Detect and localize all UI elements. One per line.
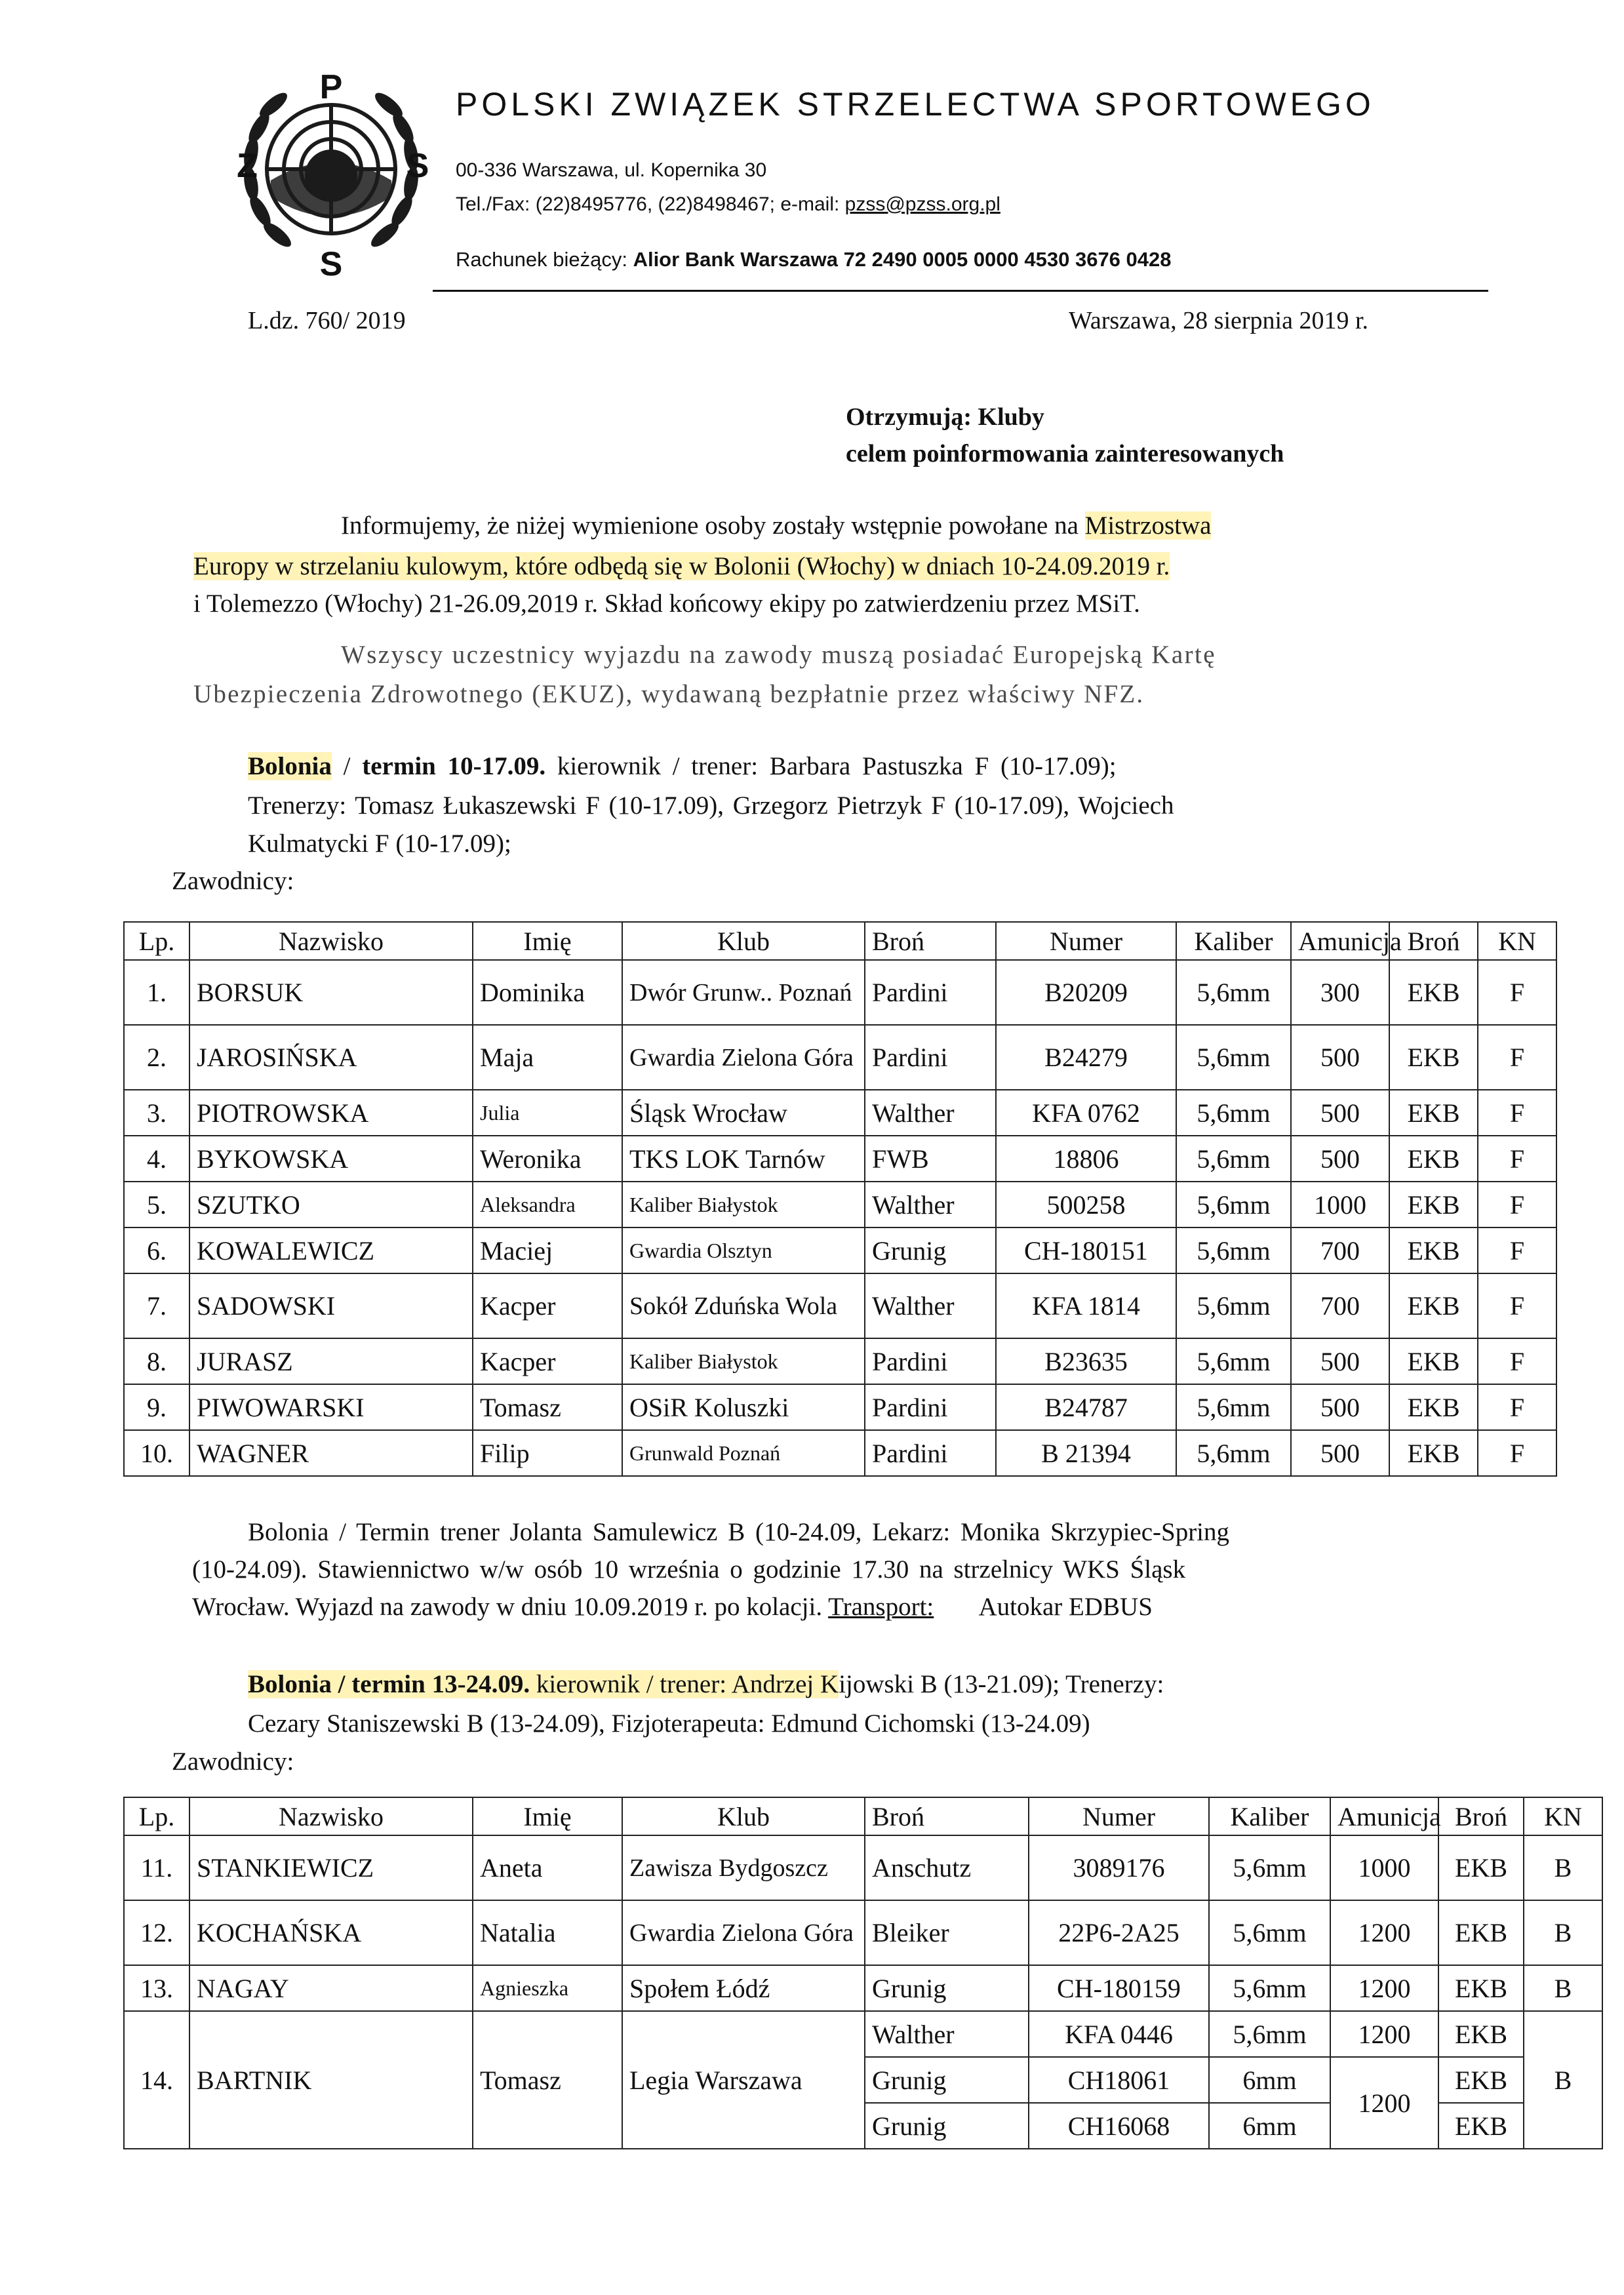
cell-weapon-class: EKB	[1438, 1965, 1524, 2011]
group1-athletes-label: Zawodnicy:	[172, 867, 294, 895]
cell-weapon: Bleiker	[865, 1900, 1029, 1965]
recipients-line-1: Otrzymują: Kluby	[846, 403, 1044, 431]
cell-surname: PIOTROWSKA	[189, 1090, 473, 1136]
group3-place-term: Bolonia / termin 13-24.09.	[248, 1670, 530, 1698]
cell-ammo: 700	[1291, 1273, 1389, 1338]
table-row	[124, 960, 1556, 1025]
cell-weapon: Walther	[865, 1273, 996, 1338]
cell-weapon-class: EKB	[1389, 1338, 1478, 1384]
col-weapon: Broń	[865, 1797, 1029, 1835]
cell-weapon-class: EKB	[1438, 2057, 1524, 2103]
reference-number: L.dz. 760/ 2019	[248, 307, 406, 334]
cell-lp: 4.	[124, 1136, 189, 1182]
cell-weapon-class: EKB	[1389, 1136, 1478, 1182]
intro-line-3: i Tolemezzo (Włochy) 21-26.09,2019 r. Skład końcowy ekipy po zatwierdzeniu przez MSiT.	[193, 589, 1140, 618]
cell-caliber: 5,6mm	[1176, 1182, 1291, 1227]
col-weapon-class: Broń	[1438, 1797, 1524, 1835]
cell-number: B 21394	[996, 1430, 1176, 1476]
cell-ammo: 700	[1291, 1227, 1389, 1273]
cell-weapon-class: EKB	[1389, 960, 1478, 1025]
cell-ammo: 1000	[1291, 1182, 1389, 1227]
header-divider	[433, 290, 1488, 292]
cell-lp: 5.	[124, 1182, 189, 1227]
cell-caliber: 5,6mm	[1209, 2011, 1330, 2057]
cell-name: Agnieszka	[473, 1965, 622, 2011]
cell-club: Grunwald Poznań	[622, 1430, 865, 1476]
logo-letter-top: P	[319, 68, 343, 106]
cell-name: Julia	[473, 1090, 622, 1136]
cell-lp: 3.	[124, 1090, 189, 1136]
cell-weapon: Grunig	[865, 1965, 1029, 2011]
col-club: Klub	[622, 922, 865, 960]
cell-surname: SADOWSKI	[189, 1273, 473, 1338]
cell-caliber: 5,6mm	[1176, 1090, 1291, 1136]
cell-kn: F	[1478, 960, 1556, 1025]
table-header-row	[124, 922, 1556, 960]
cell-surname: BYKOWSKA	[189, 1136, 473, 1182]
cell-surname: KOCHAŃSKA	[189, 1900, 473, 1965]
cell-weapon-class: EKB	[1389, 1430, 1478, 1476]
col-kn: KN	[1524, 1797, 1602, 1835]
col-weapon-class: Broń	[1389, 922, 1478, 960]
cell-name: Maciej	[473, 1227, 622, 1273]
cell-ammo: 500	[1291, 1384, 1389, 1430]
cell-club: Dwór Grunw.. Poznań	[622, 960, 865, 1025]
group1-coaches: Trenerzy: Tomasz Łukaszewski F (10-17.09), Grzegorz Pietrzyk F (10-17.09), Wojciech	[248, 791, 1174, 820]
bank-value: Alior Bank Warszawa 72 2490 0005 0000 4530 3676 0428	[633, 248, 1172, 271]
cell-weapon-class: EKB	[1389, 1384, 1478, 1430]
cell-surname: NAGAY	[189, 1965, 473, 2011]
cell-weapon: Pardini	[865, 1338, 996, 1384]
cell-weapon-class: EKB	[1389, 1273, 1478, 1338]
cell-number: KFA 0446	[1029, 2011, 1209, 2057]
cell-lp: 10.	[124, 1430, 189, 1476]
cell-number: B24279	[996, 1025, 1176, 1090]
cell-club: Zawisza Bydgoszcz	[622, 1835, 865, 1900]
cell-lp: 7.	[124, 1273, 189, 1338]
cell-caliber: 6mm	[1209, 2057, 1330, 2103]
cell-name: Filip	[473, 1430, 622, 1476]
cell-surname: PIWOWARSKI	[189, 1384, 473, 1430]
cell-caliber: 5,6mm	[1176, 1227, 1291, 1273]
logo-letter-right: S	[406, 147, 429, 185]
col-number: Numer	[1029, 1797, 1209, 1835]
cell-caliber: 5,6mm	[1176, 960, 1291, 1025]
cell-weapon: Anschutz	[865, 1835, 1029, 1900]
cell-kn: B	[1524, 1835, 1602, 1900]
recipients	[846, 399, 1284, 472]
cell-number: CH-180159	[1029, 1965, 1209, 2011]
col-lp: Lp.	[124, 1797, 189, 1835]
group3-coaches: Cezary Staniszewski B (13-24.09), Fizjoterapeuta: Edmund Cichomski (13-24.09)	[248, 1709, 1090, 1738]
cell-name: Tomasz	[473, 1384, 622, 1430]
group3-athletes-label: Zawodnicy:	[172, 1747, 294, 1776]
contact-email-link[interactable]: pzss@pzss.org.pl	[844, 193, 1000, 215]
col-club: Klub	[622, 1797, 865, 1835]
cell-name: Dominika	[473, 960, 622, 1025]
ekuz-notice-line-1: Wszyscy uczestnicy wyjazdu na zawody muszą posiadać Europejską Kartę	[341, 641, 1216, 669]
group3-rest: ijowski B (13-21.09); Trenerzy:	[839, 1670, 1164, 1698]
cell-ammo: 1200	[1330, 1965, 1438, 2011]
cell-kn: B	[1524, 1900, 1602, 1965]
cell-caliber: 5,6mm	[1209, 1900, 1330, 1965]
group2-line-1: Bolonia / Termin trener Jolanta Samulewicz B (10-24.09, Lekarz: Monika Skrzypiec-Spring	[248, 1518, 1230, 1546]
cell-surname: BARTNIK	[189, 2011, 473, 2149]
cell-weapon: Walther	[865, 1182, 996, 1227]
cell-ammo: 300	[1291, 960, 1389, 1025]
group3-role: kierownik / trener: Andrzej K	[530, 1670, 839, 1698]
transport-value: Autokar EDBUS	[978, 1593, 1153, 1621]
cell-weapon-class: EKB	[1389, 1227, 1478, 1273]
cell-weapon: Pardini	[865, 1025, 996, 1090]
cell-kn: F	[1478, 1025, 1556, 1090]
cell-ammo: 500	[1291, 1025, 1389, 1090]
table-row	[124, 1273, 1556, 1338]
table-row	[124, 1182, 1556, 1227]
cell-number: 3089176	[1029, 1835, 1209, 1900]
cell-name: Weronika	[473, 1136, 622, 1182]
cell-club: OSiR Koluszki	[622, 1384, 865, 1430]
cell-club: Sokół Zduńska Wola	[622, 1273, 865, 1338]
cell-kn: F	[1478, 1430, 1556, 1476]
table-row	[124, 1900, 1602, 1965]
cell-kn: F	[1478, 1090, 1556, 1136]
cell-ammo: 1000	[1330, 1835, 1438, 1900]
cell-surname: JURASZ	[189, 1338, 473, 1384]
col-surname: Nazwisko	[189, 922, 473, 960]
cell-weapon: Pardini	[865, 960, 996, 1025]
table-row	[124, 1338, 1556, 1384]
logo-letter-left: Z	[237, 147, 258, 185]
cell-club: Śląsk Wrocław	[622, 1090, 865, 1136]
cell-ammo: 500	[1291, 1430, 1389, 1476]
col-lp: Lp.	[124, 922, 189, 960]
group2-line-2: (10-24.09). Stawiennictwo w/w osób 10 września o godzinie 17.30 na strzelnicy WKS Śląsk	[192, 1555, 1186, 1584]
cell-number: CH16068	[1029, 2103, 1209, 2149]
contact-phone: Tel./Fax: (22)8495776, (22)8498467; e-mail:	[456, 193, 845, 215]
cell-ammo: 500	[1291, 1338, 1389, 1384]
cell-number: 22P6-2A25	[1029, 1900, 1209, 1965]
cell-lp: 1.	[124, 960, 189, 1025]
highlight-event-name: Mistrzostwa	[1084, 511, 1212, 540]
cell-club: TKS LOK Tarnów	[622, 1136, 865, 1182]
cell-kn: F	[1478, 1273, 1556, 1338]
cell-caliber: 5,6mm	[1209, 1965, 1330, 2011]
table-row	[124, 1136, 1556, 1182]
cell-club: Kaliber Białystok	[622, 1338, 865, 1384]
cell-number: CH18061	[1029, 2057, 1209, 2103]
cell-weapon-class: EKB	[1438, 2011, 1524, 2057]
cell-weapon-class: EKB	[1389, 1025, 1478, 1090]
group1-coaches-cont: Kulmatycki F (10-17.09);	[248, 829, 511, 858]
cell-lp: 11.	[124, 1835, 189, 1900]
cell-caliber: 5,6mm	[1176, 1338, 1291, 1384]
cell-surname: SZUTKO	[189, 1182, 473, 1227]
cell-name: Aleksandra	[473, 1182, 622, 1227]
intro-line-1-text: Informujemy, że niżej wymienione osoby zostały wstępnie powołane na	[341, 511, 1085, 540]
col-caliber: Kaliber	[1209, 1797, 1330, 1835]
cell-caliber: 5,6mm	[1176, 1273, 1291, 1338]
table-row-bartnik-1	[124, 2011, 1602, 2057]
table-row	[124, 1090, 1556, 1136]
cell-caliber: 6mm	[1209, 2103, 1330, 2149]
cell-club: Gwardia Zielona Góra	[622, 1900, 865, 1965]
cell-weapon: Grunig	[865, 2057, 1029, 2103]
col-number: Numer	[996, 922, 1176, 960]
ekuz-notice-line-2: Ubezpieczenia Zdrowotnego (EKUZ), wydawaną bezpłatnie przez właściwy NFZ.	[193, 680, 1145, 708]
group1-heading: Bolonia / termin 10-17.09. kierownik / trener: Barbara Pastuszka F (10-17.09);	[248, 752, 1117, 780]
cell-caliber: 5,6mm	[1176, 1430, 1291, 1476]
cell-club: Społem Łódź	[622, 1965, 865, 2011]
cell-weapon: Pardini	[865, 1384, 996, 1430]
cell-weapon-class: EKB	[1389, 1182, 1478, 1227]
cell-ammo: 1200	[1330, 2057, 1438, 2149]
cell-name: Natalia	[473, 1900, 622, 1965]
cell-weapon: Walther	[865, 1090, 996, 1136]
cell-kn: B	[1524, 1965, 1602, 2011]
cell-name: Kacper	[473, 1273, 622, 1338]
col-caliber: Kaliber	[1176, 922, 1291, 960]
cell-weapon: FWB	[865, 1136, 996, 1182]
table-row	[124, 1430, 1556, 1476]
cell-kn: F	[1478, 1136, 1556, 1182]
organization-address: 00-336 Warszawa, ul. Kopernika 30	[456, 159, 767, 181]
group3-heading	[248, 1666, 1164, 1703]
col-ammo: Amunicja	[1330, 1797, 1438, 1835]
col-ammo: Amunicja	[1291, 922, 1389, 960]
organization-contact	[456, 193, 1000, 216]
cell-number: KFA 0762	[996, 1090, 1176, 1136]
cell-weapon: Grunig	[865, 2103, 1029, 2149]
cell-weapon: Pardini	[865, 1430, 996, 1476]
cell-surname: STANKIEWICZ	[189, 1835, 473, 1900]
bank-label: Rachunek bieżący:	[456, 248, 627, 271]
recipients-line-2: celem poinformowania zainteresowanych	[846, 440, 1284, 468]
group1-leader: kierownik / trener: Barbara Pastuszka F (10-17.09);	[545, 752, 1117, 780]
cell-caliber: 5,6mm	[1176, 1025, 1291, 1090]
intro-line-2	[193, 548, 1170, 585]
cell-ammo: 1200	[1330, 2011, 1438, 2057]
col-name: Imię	[473, 922, 622, 960]
col-kn: KN	[1478, 922, 1556, 960]
group1-term: termin 10-17.09.	[362, 752, 546, 780]
pzss-logo	[233, 66, 429, 282]
cell-lp: 9.	[124, 1384, 189, 1430]
highlight-event-dates: Europy w strzelaniu kulowym, które odbędą się w Bolonii (Włochy) w dniach 10-24.09.2019 r.	[193, 552, 1170, 580]
group1-place: Bolonia	[248, 752, 332, 780]
cell-caliber: 5,6mm	[1209, 1835, 1330, 1900]
cell-kn: B	[1524, 2011, 1602, 2149]
cell-kn: F	[1478, 1384, 1556, 1430]
cell-lp: 13.	[124, 1965, 189, 2011]
cell-kn: F	[1478, 1182, 1556, 1227]
cell-lp: 12.	[124, 1900, 189, 1965]
col-name: Imię	[473, 1797, 622, 1835]
cell-number: B20209	[996, 960, 1176, 1025]
cell-kn: F	[1478, 1338, 1556, 1384]
intro-line-1	[341, 507, 1211, 544]
organization-name: POLSKI ZWIĄZEK STRZELECTWA SPORTOWEGO	[456, 86, 1375, 123]
cell-surname: BORSUK	[189, 960, 473, 1025]
col-weapon: Broń	[865, 922, 996, 960]
cell-weapon: Grunig	[865, 1227, 996, 1273]
letter-date: Warszawa, 28 sierpnia 2019 r.	[1069, 307, 1369, 334]
cell-name: Kacper	[473, 1338, 622, 1384]
cell-surname: KOWALEWICZ	[189, 1227, 473, 1273]
logo-letter-bottom: S	[319, 245, 343, 282]
table-row	[124, 1384, 1556, 1430]
cell-lp: 8.	[124, 1338, 189, 1384]
cell-number: B23635	[996, 1338, 1176, 1384]
cell-weapon-class: EKB	[1438, 1900, 1524, 1965]
cell-ammo: 1200	[1330, 1900, 1438, 1965]
table-row	[124, 1835, 1602, 1900]
cell-caliber: 5,6mm	[1176, 1384, 1291, 1430]
cell-kn: F	[1478, 1227, 1556, 1273]
cell-number: KFA 1814	[996, 1273, 1176, 1338]
cell-weapon-class: EKB	[1438, 1835, 1524, 1900]
cell-weapon-class: EKB	[1438, 2103, 1524, 2149]
cell-number: B24787	[996, 1384, 1176, 1430]
cell-club: Legia Warszawa	[622, 2011, 865, 2149]
athletes-table-2	[123, 1797, 1603, 2149]
group2-line-3	[192, 1588, 1153, 1626]
cell-surname: JAROSIŃSKA	[189, 1025, 473, 1090]
transport-label: Transport:	[828, 1593, 934, 1621]
cell-club: Gwardia Olsztyn	[622, 1227, 865, 1273]
cell-lp: 14.	[124, 2011, 189, 2149]
cell-surname: WAGNER	[189, 1430, 473, 1476]
table-row	[124, 1965, 1602, 2011]
cell-name: Tomasz	[473, 2011, 622, 2149]
cell-weapon-class: EKB	[1389, 1090, 1478, 1136]
cell-lp: 6.	[124, 1227, 189, 1273]
table-header-row	[124, 1797, 1602, 1835]
cell-name: Aneta	[473, 1835, 622, 1900]
cell-number: 500258	[996, 1182, 1176, 1227]
table-row	[124, 1025, 1556, 1090]
cell-weapon: Walther	[865, 2011, 1029, 2057]
col-surname: Nazwisko	[189, 1797, 473, 1835]
cell-caliber: 5,6mm	[1176, 1136, 1291, 1182]
table-row	[124, 1227, 1556, 1273]
cell-club: Kaliber Białystok	[622, 1182, 865, 1227]
cell-number: CH-180151	[996, 1227, 1176, 1273]
cell-club: Gwardia Zielona Góra	[622, 1025, 865, 1090]
bank-account	[456, 248, 1172, 271]
cell-ammo: 500	[1291, 1136, 1389, 1182]
group2-departure: Wrocław. Wyjazd na zawody w dniu 10.09.2019 r. po kolacji.	[192, 1593, 829, 1621]
cell-lp: 2.	[124, 1025, 189, 1090]
cell-number: 18806	[996, 1136, 1176, 1182]
athletes-table-1	[123, 921, 1557, 1477]
cell-name: Maja	[473, 1025, 622, 1090]
cell-ammo: 500	[1291, 1090, 1389, 1136]
